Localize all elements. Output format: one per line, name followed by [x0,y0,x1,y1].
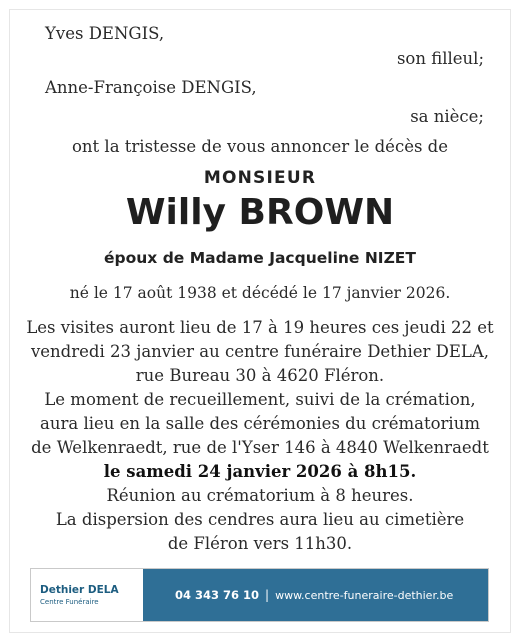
life-dates: né le 17 août 1938 et décédé le 17 janvier 2026. [69,284,451,302]
logo-name: Dethier DELA [40,583,119,596]
obituary-card [9,9,511,633]
phone-number[interactable]: 04 343 76 10 [175,588,260,602]
body-line: aura lieu en la salle des cérémonies du crématorium [40,414,480,433]
body-line: rue Bureau 30 à 4620 Fléron. [135,366,385,385]
body-line: Réunion au crématorium à 8 heures. [106,486,414,505]
funeral-home-logo [31,569,143,621]
mourner-relation-2: sa nièce; [410,107,484,126]
ceremony-date: le samedi 24 janvier 2026 à 8h15. [103,462,417,481]
logo-subtitle: Centre Funéraire [40,597,99,606]
announcement-intro: ont la tristesse de vous annoncer le décès de [71,137,448,156]
body-line: de Welkenraedt, rue de l'Yser 146 à 4840 Welkenraedt [31,438,489,457]
body-line: Les visites auront lieu de 17 à 19 heures ces jeudi 22 et [26,318,494,337]
mourner-name-2: Anne-Françoise DENGIS, [45,78,257,97]
separator: | [265,588,270,602]
contact-bar [143,569,488,621]
deceased-name: Willy BROWN [125,192,395,233]
mourner-name-1: Yves DENGIS, [45,24,165,43]
mourner-relation-1: son filleul; [396,49,484,68]
body-line: de Fléron vers 11h30. [167,534,353,553]
honorific-title: MONSIEUR [203,168,317,188]
spouse-line: époux de Madame Jacqueline NIZET [104,249,416,267]
funeral-home-banner [30,568,489,622]
website-link[interactable]: www.centre-funeraire-dethier.be [275,588,454,602]
body-line: vendredi 23 janvier au centre funéraire Dethier DELA, [30,342,490,361]
body-line: Le moment de recueillement, suivi de la crémation, [44,390,476,409]
body-line: La dispersion des cendres aura lieu au cimetière [55,510,465,529]
